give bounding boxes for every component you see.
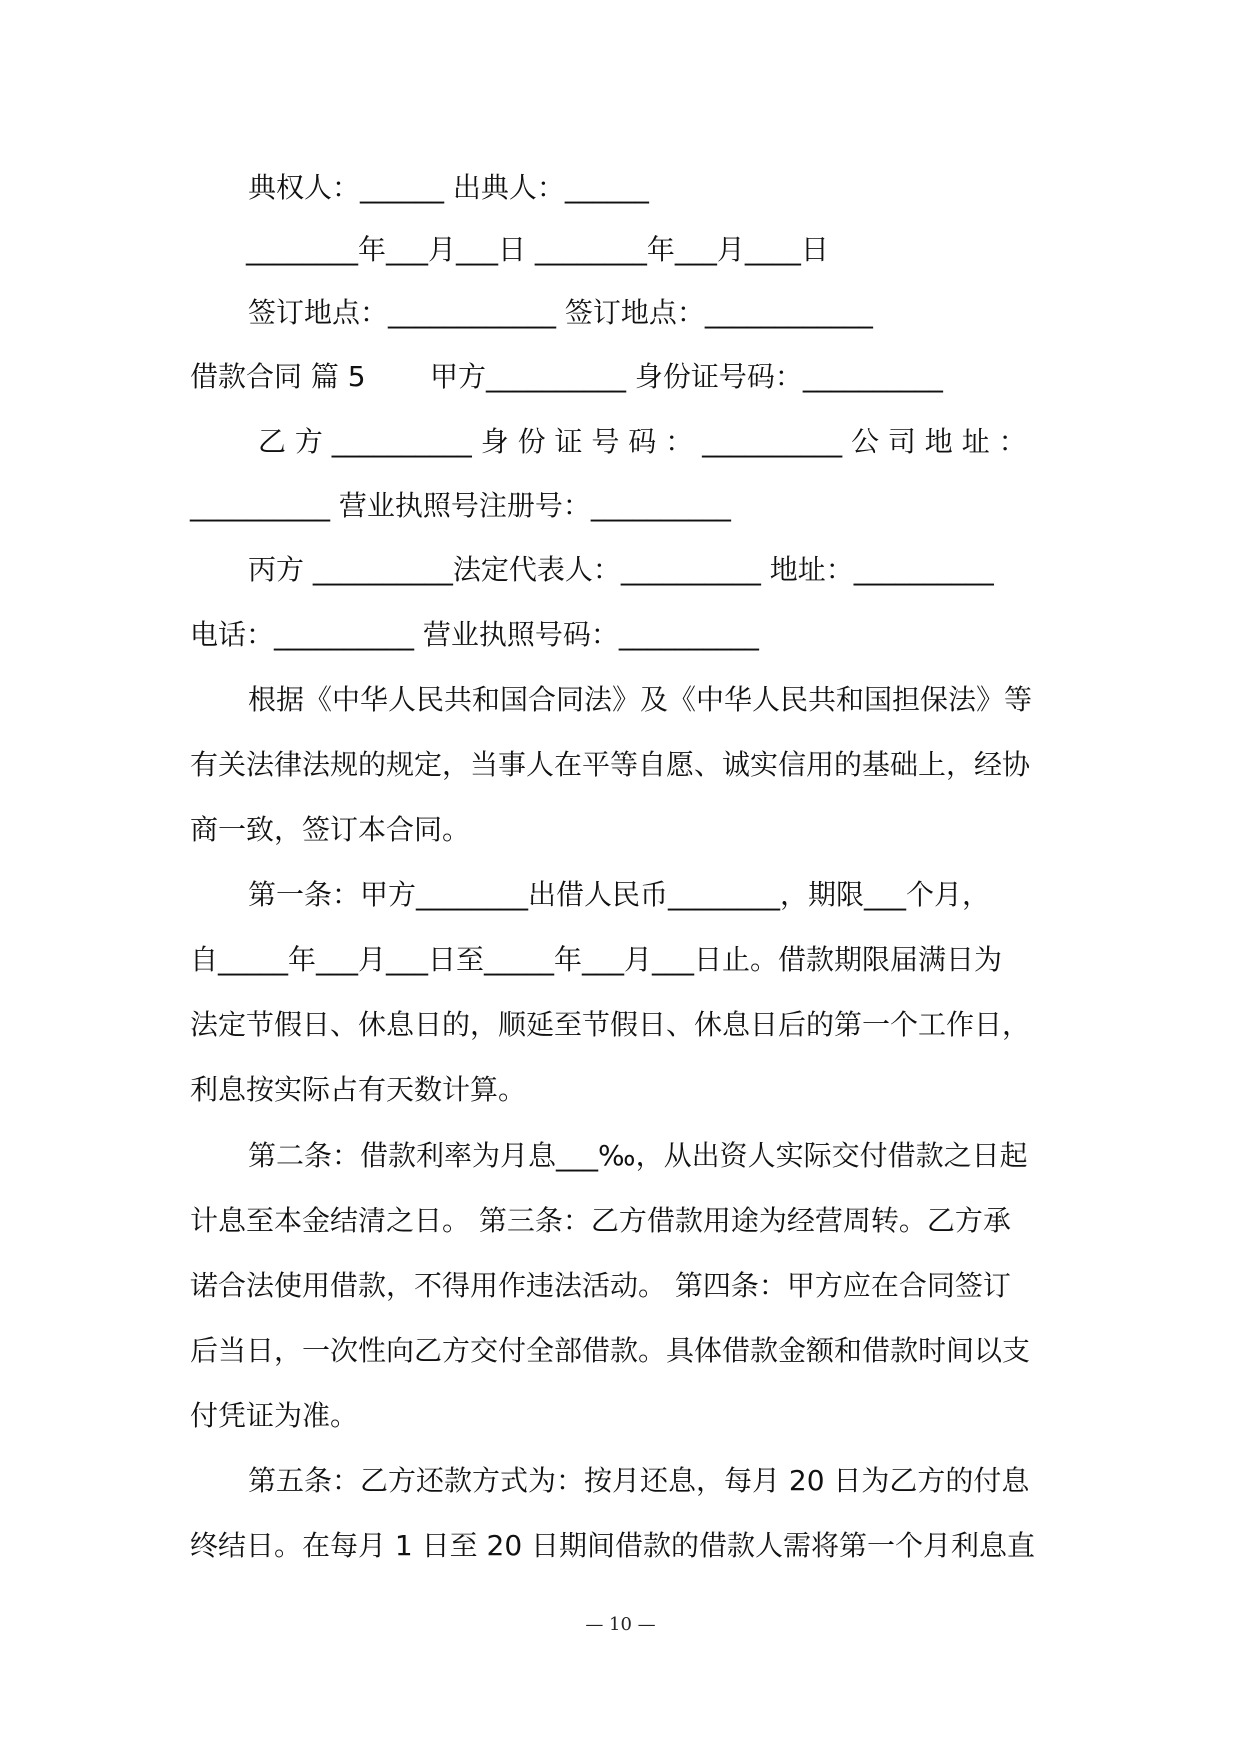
text-segment: 乙 方 __________ 身 份 证 号 码 ： __________ 公 司 地 址 ： — [258, 425, 1027, 458]
text-line — [0, 220, 1241, 280]
text-line — [0, 605, 1241, 665]
text-line — [0, 412, 1241, 472]
text-segment: 根据《中华人民共和国合同法》及《中华人民共和国担保法》等 — [248, 683, 1033, 716]
text-line — [0, 1386, 1241, 1446]
text-line — [0, 865, 1241, 925]
text-segment: 典权人：______ 出典人：______ — [248, 171, 649, 204]
text-segment: 利息按实际占有天数计算。 — [190, 1073, 527, 1106]
text-segment: 甲方__________ 身份证号码：__________ — [430, 360, 943, 393]
text-line — [0, 540, 1241, 600]
text-segment: 诺合法使用借款，不得用作违法活动。 第四条：甲方应在合同签订 — [190, 1269, 1011, 1302]
text-segment: 后当日，一次性向乙方交付全部借款。具体借款金额和借款时间以支 — [190, 1334, 1031, 1367]
text-segment: __________ 营业执照号注册号：__________ — [190, 489, 731, 522]
text-segment: 计息至本金结清之日。 第三条：乙方借款用途为经营周转。乙方承 — [190, 1204, 1011, 1237]
text-line — [0, 1060, 1241, 1120]
text-line — [0, 1191, 1241, 1251]
text-segment: 第五条：乙方还款方式为：按月还息，每月 20 日为乙方的付息 — [248, 1464, 1030, 1497]
text-line — [0, 1516, 1241, 1576]
text-segment: 自_____年___月___日至_____年___月___日止。借款期限届满日为 — [190, 943, 1003, 976]
text-line — [0, 1126, 1241, 1186]
text-line — [0, 930, 1241, 990]
text-line — [0, 1321, 1241, 1381]
text-segment: 丙方 __________法定代表人：__________ 地址：__________ — [248, 553, 994, 586]
text-line — [0, 347, 1241, 407]
text-line — [0, 1451, 1241, 1511]
text-line — [0, 1256, 1241, 1316]
text-line — [0, 476, 1241, 536]
text-segment: ________年___月___日 ________年___月____日 — [246, 233, 829, 266]
text-line — [0, 800, 1241, 860]
text-segment: 商一致，签订本合同。 — [190, 813, 471, 846]
text-segment: 第二条：借款利率为月息___‰，从出资人实际交付借款之日起 — [248, 1139, 1028, 1172]
text-segment: 法定节假日、休息日的，顺延至节假日、休息日后的第一个工作日， — [190, 1008, 1031, 1041]
text-line — [0, 283, 1241, 343]
text-line — [0, 158, 1241, 218]
text-line — [0, 995, 1241, 1055]
text-segment: 第一条：甲方________出借人民币________，期限___个月， — [248, 878, 991, 911]
text-line — [0, 670, 1241, 730]
text-segment: 付凭证为准。 — [190, 1399, 359, 1432]
text-line — [0, 735, 1241, 795]
text-segment: 签订地点：____________ 签订地点：____________ — [248, 296, 873, 329]
text-segment: 借款合同 篇 5 — [190, 360, 366, 393]
text-segment: 有关法律法规的规定，当事人在平等自愿、诚实信用的基础上，经协 — [190, 748, 1031, 781]
text-segment: 电话：__________ 营业执照号码：__________ — [190, 618, 759, 651]
text-segment: 终结日。在每月 1 日至 20 日期间借款的借款人需将第一个月利息直 — [190, 1529, 1036, 1562]
page-number: — 10 — — [585, 1614, 656, 1635]
